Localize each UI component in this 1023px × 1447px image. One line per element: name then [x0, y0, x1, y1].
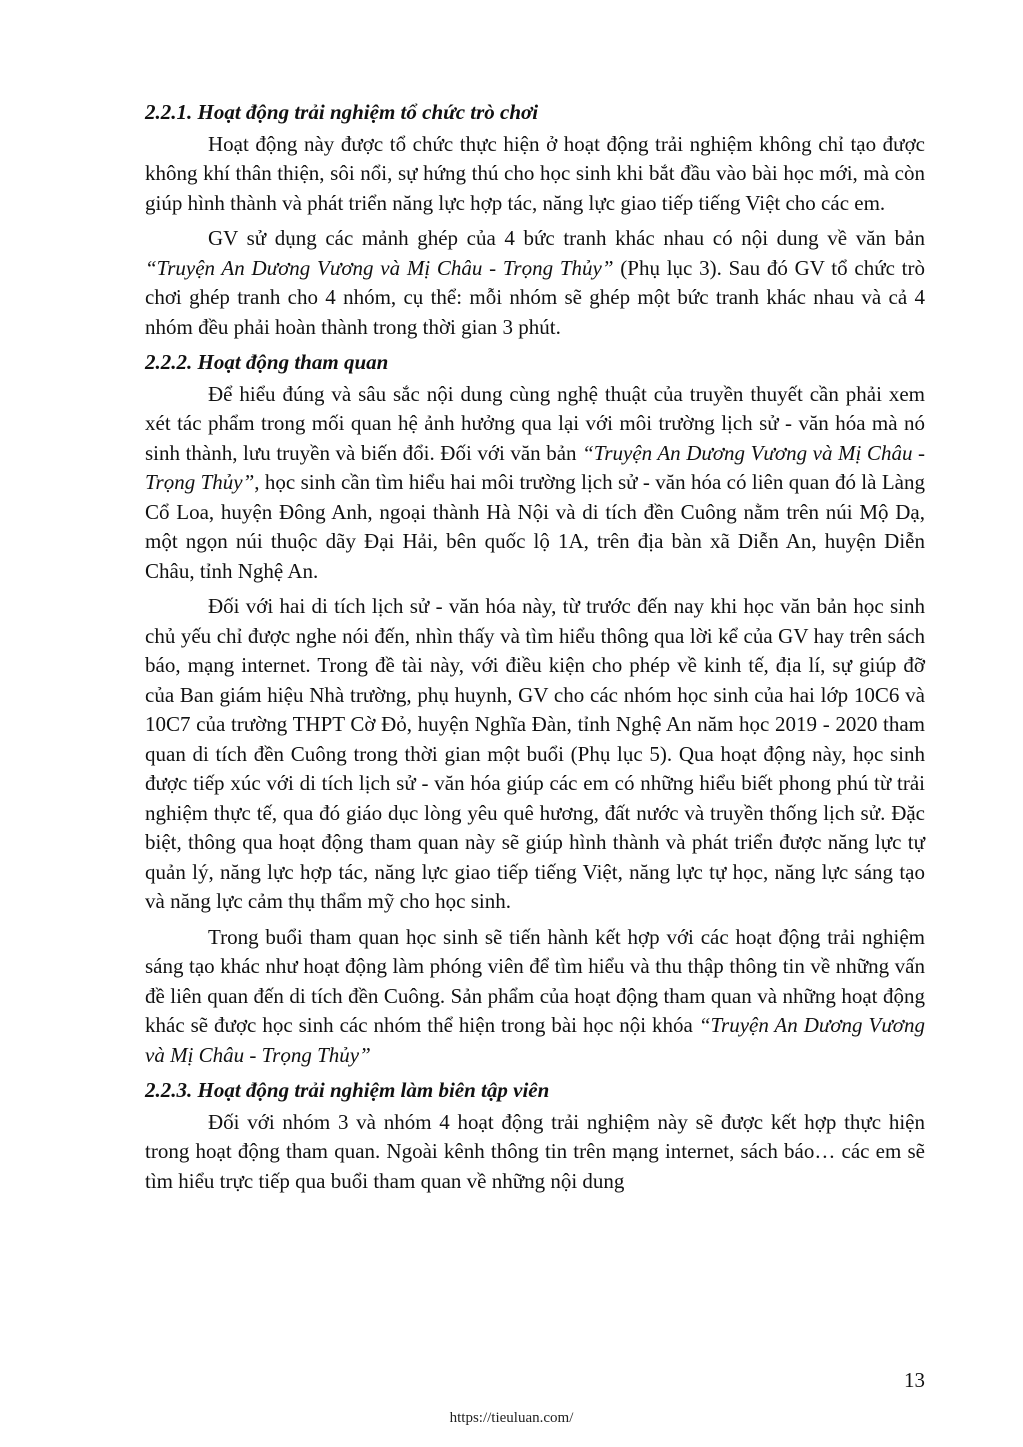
- work-title: “Truyện An Dương Vương và Mị Châu - Trọng Thủy”: [145, 1013, 925, 1067]
- paragraph-text: Để hiểu đúng và sâu sắc nội dung cùng nghệ thuật của truyền thuyết cần phải xem xét tác phẩm trong mối quan hệ ảnh hưởng qua lại với môi trường lịch sử - văn hóa mà nó sinh thành, lưu truyền và biến đổi. Đối với văn bản: [145, 381, 925, 465]
- section-heading-2-2-3: 2.2.3. Hoạt động trải nghiệm làm biên tập viên: [145, 1078, 550, 1102]
- section-heading-2-2-1: 2.2.1. Hoạt động trải nghiệm tổ chức trò chơi: [145, 100, 539, 124]
- work-title: “Truyện An Dương Vương và Mị Châu - Trọng Thủy”: [145, 440, 925, 494]
- paragraph: Hoạt động này được tổ chức thực hiện ở hoạt động trải nghiệm không chỉ tạo được không khí thân thiện, sôi nổi, sự hứng thú cho học sinh khi bắt đầu vào bài học mới, mà còn giúp hình thành và phát triển năng lực hợp tác, năng lực giao tiếp tiếng Việt cho các em.: [145, 131, 925, 215]
- paragraph-text: , học sinh cần tìm hiểu hai môi trường lịch sử - văn hóa có liên quan đó là Làng Cổ Loa, huyện Đông Anh, ngoại thành Hà Nội và di tích đền Cuông nằm trên núi Mộ Dạ, một ngọn núi thuộc dãy Đại Hải, bên quốc lộ 1A, trên địa bàn xã Diễn An, huyện Diễn Châu, tỉnh Nghệ An.: [145, 470, 925, 583]
- paragraph-text: GV sử dụng các mảnh ghép của 4 bức tranh khác nhau có nội dung về văn bản: [208, 226, 925, 250]
- work-title: “Truyện An Dương Vương và Mị Châu - Trọng Thủy”: [145, 255, 614, 280]
- paragraph: [145, 923, 925, 1071]
- footer-url: https://tieuluan.com/: [449, 1410, 574, 1426]
- page-number: 13: [904, 1368, 925, 1392]
- paragraph: Đối với hai di tích lịch sử - văn hóa này, từ trước đến nay khi học văn bản học sinh chủ yếu chỉ được nghe nói đến, nhìn thấy và tìm hiểu thông qua lời kể của GV hay trên sách báo, mạng internet. Trong đề tài này, với điều kiện cho phép về kinh tế, địa lí, sự giúp đỡ của Ban giám hiệu Nhà trường, phụ huynh, GV cho các nhóm học sinh của hai lớp 10C6 và 10C7 của trường THPT Cờ Đỏ, huyện Nghĩa Đàn, tỉnh Nghệ An năm học 2019 - 2020 tham quan di tích đền Cuông trong thời gian một buổi (Phụ lục 5). Qua hoạt động này, học sinh được tiếp xúc với di tích lịch sử - văn hóa giúp các em có những hiểu biết phong phú từ trải nghiệm thực tế, qua đó giáo dục lòng yêu quê hương, đất nước và truyền thống lịch sử. Đặc biệt, thông qua hoạt động tham quan này sẽ giúp hình thành và phát triển được năng lực tự quản lý, năng lực hợp tác, năng lực giao tiếp tiếng Việt, năng lực tự học, năng lực sáng tạo và năng lực cảm thụ thẩm mỹ cho học sinh.: [145, 594, 925, 913]
- page-content: [145, 98, 925, 1196]
- section-heading-2-2-2: 2.2.2. Hoạt động tham quan: [145, 350, 389, 374]
- paragraph-text: (Phụ lục 3). Sau đó GV tổ chức trò chơi ghép tranh cho 4 nhóm, cụ thể: mỗi nhóm sẽ ghép một bức tranh khác nhau và cả 4 nhóm đều phải hoàn thành trong thời gian 3 phút.: [145, 255, 925, 339]
- paragraph: [145, 380, 925, 587]
- paragraph-text: Trong buổi tham quan học sinh sẽ tiến hành kết hợp với các hoạt động trải nghiệm sáng tạo khác như hoạt động làm phóng viên để tìm hiểu và thu thập thông tin về những vấn đề liên quan đến di tích đền Cuông. Sản phẩm của hoạt động tham quan và những hoạt động khác sẽ được học sinh các nhóm thể hiện trong bài học nội khóa: [145, 924, 925, 1037]
- paragraph: Đối với nhóm 3 và nhóm 4 hoạt động trải nghiệm này sẽ được kết hợp thực hiện trong hoạt động tham quan. Ngoài kênh thông tin trên mạng internet, sách báo… các em sẽ tìm hiểu trực tiếp qua buổi tham quan về những nội dung: [145, 1109, 925, 1193]
- paragraph: [145, 224, 925, 342]
